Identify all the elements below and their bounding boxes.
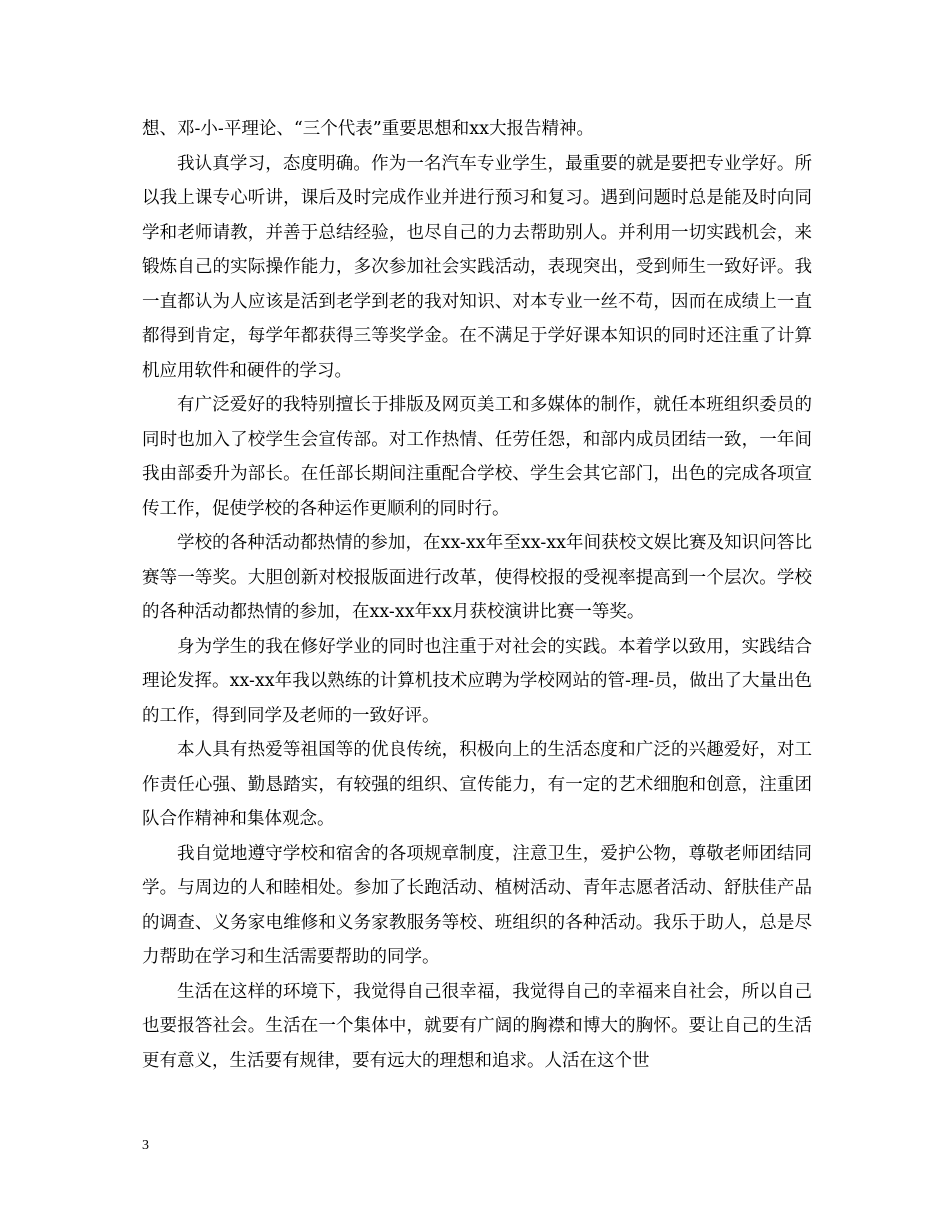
paragraph-life-reflection: 生活在这样的环境下，我觉得自己很幸福，我觉得自己的幸福来自社会，所以自己也要报答社会。生活在一个集体中，就要有广阔的胸襟和博大的胸怀。要让自己的生活更有意义，生活要有规律，要有远大的理想和追求。人活在这个世: [142, 981, 812, 1071]
paragraph-study-attitude: 我认真学习，态度明确。作为一名汽车专业学生，最重要的就是要把专业学好。所以我上课专心听讲，课后及时完成作业并进行预习和复习。遇到问题时总是能及时向同学和老师请教，并善于总结经验，也尽自己的力去帮助别人。并利用一切实践机会，来锻炼自己的实际操作能力，多次参加社会实践活动，表现突出，受到师生一致好评。我一直都认为人应该是活到老学到老的我对知识、对本专业一丝不苟，因而在成绩上一直都得到肯定，每学年都获得三等奖学金。在不满足于学好课本知识的同时还注重了计算机应用软件和硬件的学习。: [142, 153, 812, 381]
paragraph-continuation: 想、邓-小-平理论、“三个代表”重要思想和xx大报告精神。: [142, 119, 594, 139]
paragraph-hobbies-publicity: 有广泛爱好的我特别擅长于排版及网页美工和多媒体的制作，就任本班组织委员的同时也加入了校学生会宣传部。对工作热情、任劳任怨，和部内成员团结一致，一年间我由部委升为部长。在任部长期间注重配合学校、学生会其它部门，出色的完成各项宣传工作，促使学校的各种运作更顺利的同时行。: [142, 395, 812, 519]
paragraph-school-activities: 学校的各种活动都热情的参加，在xx-xx年至xx-xx年间获校文娱比赛及知识问答比赛等一等奖。大胆创新对校报版面进行改革，使得校报的受视率提高到一个层次。学校的各种活动都热情的参加，在xx-xx年xx月获校演讲比赛一等奖。: [142, 533, 812, 622]
document-body: [142, 112, 812, 1078]
paragraph-social-practice: 身为学生的我在修好学业的同时也注重于对社会的实践。本着学以致用，实践结合理论发挥。xx-xx年我以熟练的计算机技术应聘为学校网站的管-理-员，做出了大量出色的工作，得到同学及老师的一致好评。: [142, 636, 812, 726]
page-number: 3: [142, 1138, 149, 1153]
paragraph-discipline: 我自觉地遵守学校和宿舍的各项规章制度，注意卫生，爱护公物，尊敬老师团结同学。与周边的人和睦相处。参加了长跑活动、植树活动、青年志愿者活动、舒肤佳产品的调查、义务家电维修和义务家教服务等校、班组织的各种活动。我乐于助人，总是尽力帮助在学习和生活需要帮助的同学。: [142, 843, 812, 967]
paragraph-personal-qualities: 本人具有热爱等祖国等的优良传统，积极向上的生活态度和广泛的兴趣爱好，对工作责任心强、勤恳踏实，有较强的组织、宣传能力，有一定的艺术细胞和创意，注重团队合作精神和集体观念。: [142, 740, 812, 829]
